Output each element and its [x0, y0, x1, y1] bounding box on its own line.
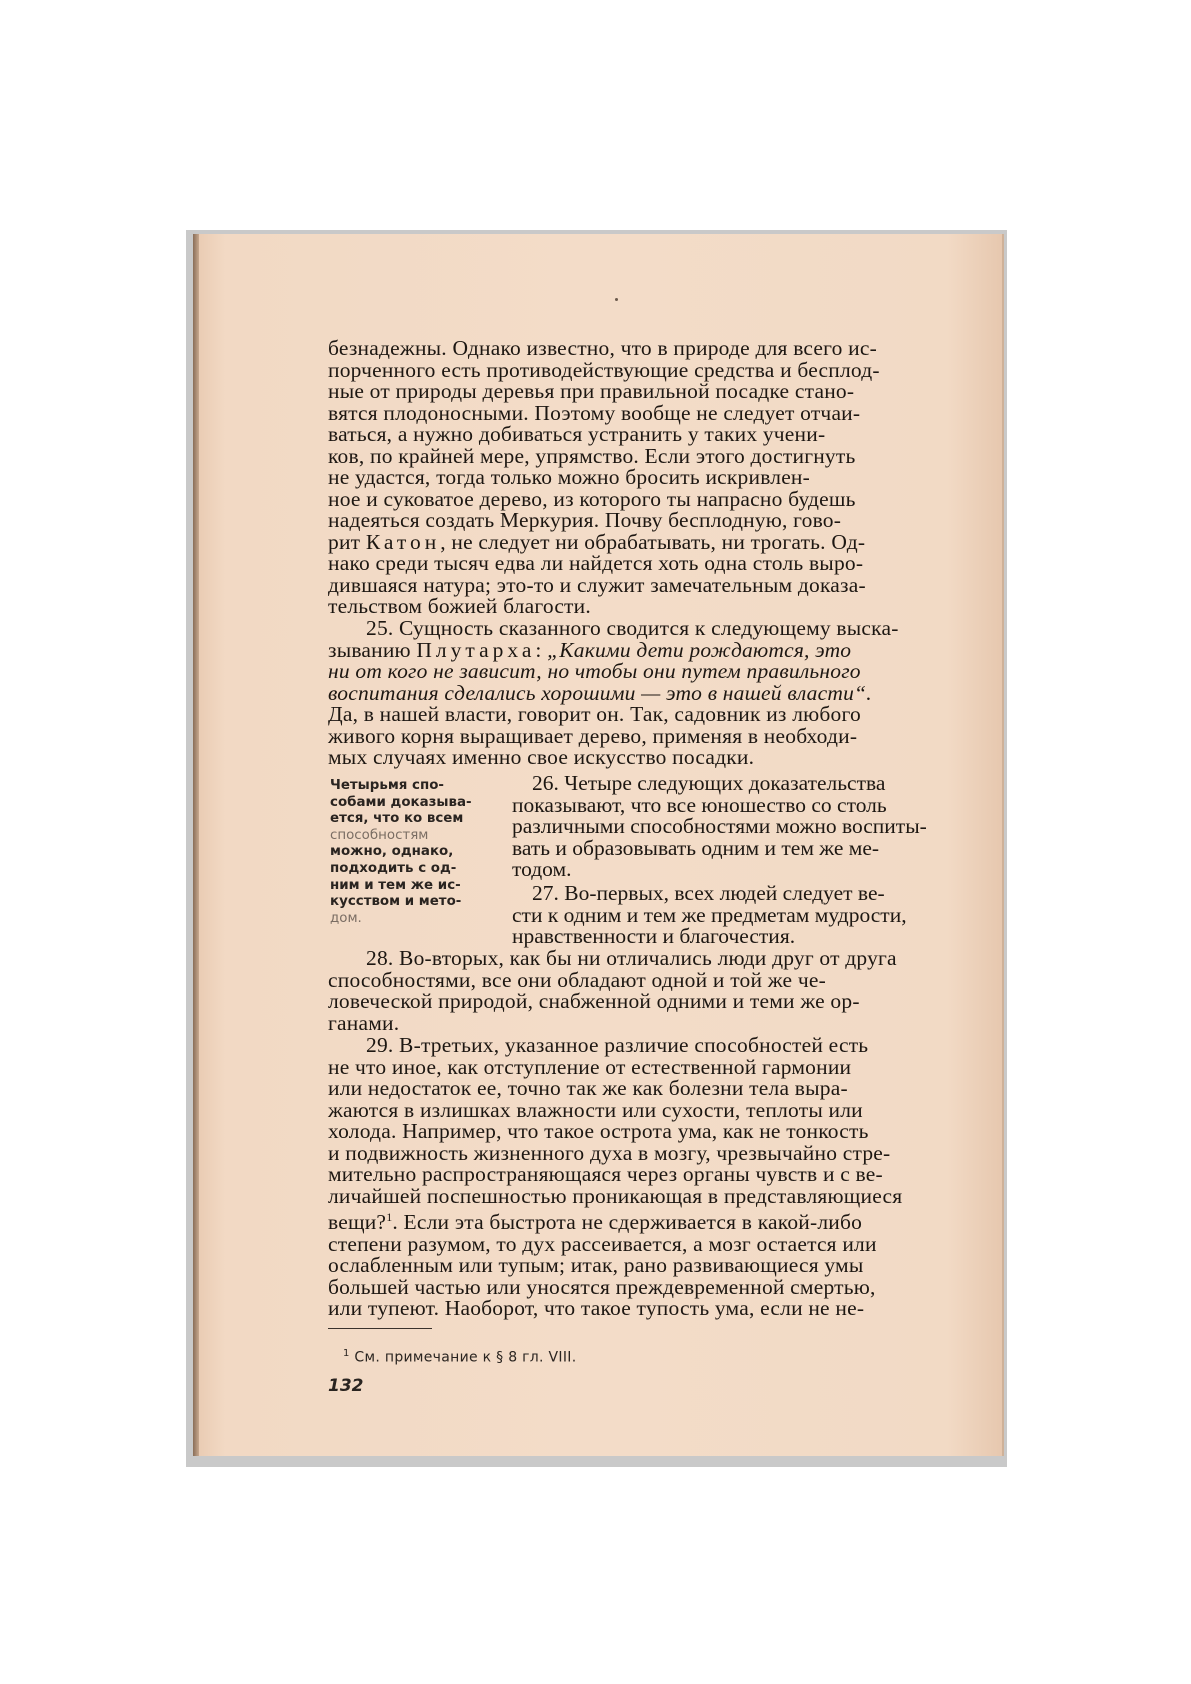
text-line: порченного есть противодействующие средства и бесплод-: [328, 357, 880, 382]
paragraph-26: [512, 773, 958, 881]
text-line: воспитания сделались хорошими — это в нашей власти“.: [328, 680, 872, 705]
margin-note-line: можно, однако,: [330, 844, 454, 860]
margin-note-line: подходить с од-: [330, 860, 457, 876]
text-line: рит Катон, не следует ни обрабатывать, ни трогать. Од-: [328, 529, 866, 554]
margin-note-line: способностям: [330, 827, 429, 843]
text-line: или недостаток ее, точно так же как болезни тела выра-: [328, 1076, 848, 1100]
margin-note-line: дом.: [330, 910, 362, 926]
text-line: зыванию Плутарха: „Какими дети рождаются, это: [328, 637, 852, 662]
paragraph-28: [328, 948, 958, 1034]
text-line: тельством божией благости.: [328, 594, 591, 618]
paragraph-29: [328, 1035, 958, 1320]
footnote: $^1$ См. примечание к § 8 гл. VIII.: [343, 1348, 577, 1366]
text-line: ков, по крайней мере, упрямство. Если этого достигнуть: [328, 443, 856, 468]
margin-note: [330, 778, 485, 927]
text-line: живого корня выращивает дерево, применяя в необходи-: [328, 723, 858, 748]
text-line: 25. Сущность сказанного сводится к следующему выска-: [366, 616, 899, 640]
text-line: или тупеют. Наоборот, что такое тупость ума, если не не-: [328, 1296, 865, 1321]
text-line: жаются в излишках влажности или сухости, теплоты или: [328, 1097, 863, 1122]
paragraph-27: [512, 883, 958, 948]
text-line: ное и суковатое дерево, из которого ты напрасно будешь: [328, 486, 856, 511]
text-line: личайшей поспешностью проникающая в представляющиеся: [328, 1183, 903, 1208]
text-line: и подвижность жизненного духа в мозгу, чрезвычайно стре-: [328, 1140, 891, 1165]
text-line: ганами.: [328, 1010, 400, 1035]
text-line: не удастся, тогда только можно бросить искривлен-: [328, 465, 811, 489]
text-line: 29. В-третьих, указанное различие способностей есть: [366, 1033, 869, 1057]
text-line: не что иное, как отступление от естественной гармонии: [328, 1054, 852, 1079]
text-line: ловеческой природой, снабженной одними и теми же ор-: [328, 989, 860, 1013]
margin-note-line: ется, что ко всем: [330, 811, 464, 827]
footnote-divider: [328, 1328, 432, 1329]
text-line: 28. Во-вторых, как бы ни отличались люди друг от друга: [366, 946, 897, 970]
text-line: вятся плодоносными. Поэтому вообще не следует отчаи-: [328, 400, 861, 425]
text-line: сти к одним и тем же предметам мудрости,: [512, 902, 907, 927]
text-line: способностями, все они обладают одной и той же че-: [328, 967, 826, 992]
text-line: 27. Во-первых, всех людей следует ве-: [532, 881, 885, 905]
page-spine-shadow: [193, 234, 199, 1456]
margin-note-line: кусством и мето-: [330, 894, 462, 910]
text-line: дившаяся натура; это-то и служит замечательным доказа-: [328, 572, 866, 597]
text-line: 26. Четыре следующих доказательства: [532, 771, 886, 795]
text-line: нако среди тысяч едва ли найдется хоть одна столь выро-: [328, 551, 864, 575]
text-line: тодом.: [512, 857, 572, 881]
text-line: ваться, а нужно добиваться устранить у таких учени-: [328, 422, 826, 446]
text-line: большей частью или уносятся преждевременной смертью,: [328, 1274, 876, 1299]
text-line: нравственности и благочестия.: [512, 924, 796, 948]
text-line: холода. Например, что такое острота ума, как не тонкость: [328, 1119, 869, 1143]
margin-note-line: собами доказыва-: [330, 794, 472, 810]
text-line: вать и образовывать одним и тем же ме-: [512, 835, 880, 860]
text-line: различными способностями можно воспиты-: [512, 814, 927, 838]
text-line: ни от кого не зависит, но чтобы они путем правильного: [328, 659, 861, 683]
margin-note-line: ним и тем же ис-: [330, 877, 461, 893]
text-line: безнадежны. Однако известно, что в природе для всего ис-: [328, 336, 877, 360]
paragraph-continuation: [328, 338, 958, 618]
footnote-reference: 1: [386, 1210, 393, 1224]
text-line: Да, в нашей власти, говорит он. Так, садовник из любого: [328, 702, 861, 726]
text-line: ные от природы деревья при правильной посадке стано-: [328, 379, 855, 403]
margin-note-line: Четырьмя спо-: [330, 778, 444, 793]
text-line: надеяться создать Меркурия. Почву бесплодную, гово-: [328, 508, 842, 532]
name-cato: Катон: [365, 529, 441, 554]
print-speck: [615, 298, 618, 301]
text-line: ослабленным или тупым; итак, рано развивающиеся умы: [328, 1253, 864, 1278]
paragraph-25: [328, 618, 958, 769]
page-number: 132: [328, 1376, 364, 1396]
text-line: вещи?$^1$. Если эта быстрота не сдерживается в какой-либо: [328, 1210, 863, 1235]
text-line: показывают, что все юношество со столь: [512, 792, 887, 817]
text-line: мых случаях именно свое искусство посадки.: [328, 745, 755, 769]
name-plutarch: Плутарха: [416, 637, 536, 662]
text-line: мительно распространяющаяся через органы чувств и с ве-: [328, 1162, 883, 1186]
text-line: степени разумом, то дух рассеивается, а мозг остается или: [328, 1231, 877, 1256]
